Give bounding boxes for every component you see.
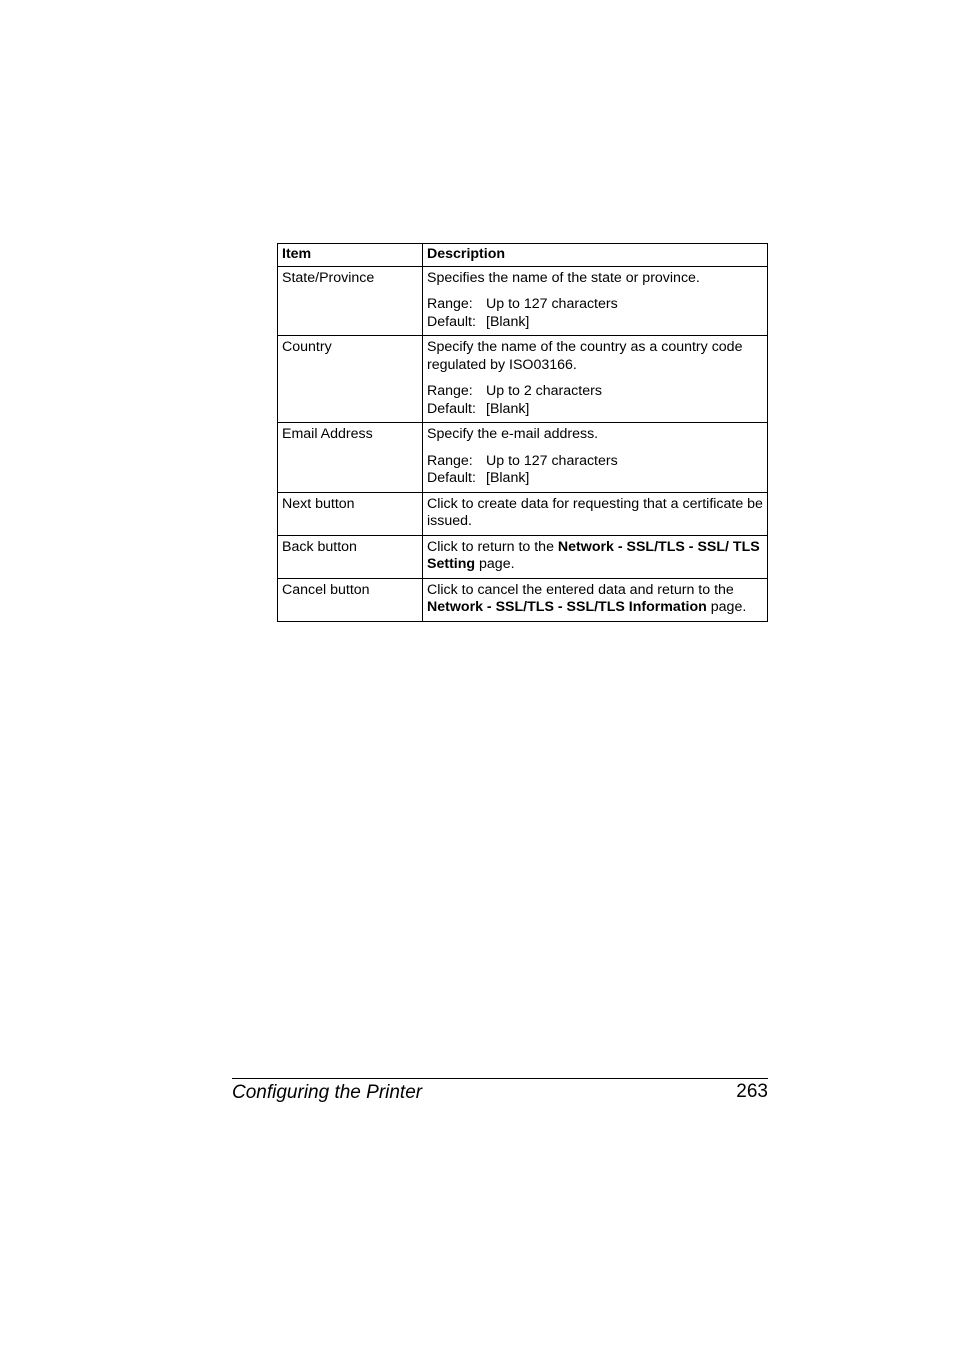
table-header-row bbox=[278, 244, 768, 267]
description-text bbox=[427, 582, 763, 617]
description-post: page. bbox=[710, 599, 747, 615]
default-label: Default: bbox=[427, 313, 476, 330]
page-reference: Network - SSL/TLS - SSL/TLS Information bbox=[427, 599, 707, 615]
item-cell: Next button bbox=[278, 492, 423, 535]
description-text bbox=[427, 539, 763, 574]
default-value: [Blank] bbox=[486, 470, 530, 486]
range-value: Up to 127 characters bbox=[486, 452, 618, 469]
description-cell bbox=[423, 492, 768, 535]
item-cell: Country bbox=[278, 336, 423, 423]
range-default bbox=[427, 296, 763, 331]
table-row bbox=[278, 492, 768, 535]
table-row bbox=[278, 535, 768, 578]
header-item: Item bbox=[278, 244, 423, 267]
description-cell bbox=[423, 266, 768, 336]
description-cell bbox=[423, 535, 768, 578]
page-reference: Network - SSL/TLS - SSL/ TLS Setting bbox=[427, 538, 760, 572]
header-description: Description bbox=[423, 244, 768, 267]
description-cell bbox=[423, 423, 768, 493]
item-cell: Email Address bbox=[278, 423, 423, 493]
description-cell bbox=[423, 578, 768, 621]
range-label: Range: bbox=[427, 296, 473, 312]
range-value: Up to 127 characters bbox=[486, 296, 618, 312]
range-default bbox=[427, 383, 763, 418]
settings-table bbox=[277, 243, 768, 622]
description-pre: Click to return to the bbox=[427, 538, 554, 555]
default-label: Default: bbox=[427, 470, 476, 486]
page-number: 263 bbox=[736, 1081, 768, 1102]
table-row bbox=[278, 336, 768, 423]
footer-title: Configuring the Printer bbox=[232, 1082, 423, 1103]
range-value: Up to 2 characters bbox=[486, 383, 602, 399]
footer-divider bbox=[232, 1078, 768, 1079]
table-row bbox=[278, 578, 768, 621]
default-value: [Blank] bbox=[486, 400, 530, 417]
item-cell: State/Province bbox=[278, 266, 423, 336]
table-row bbox=[278, 423, 768, 493]
range-label: Range: bbox=[427, 383, 473, 399]
default-label: Default: bbox=[427, 400, 476, 417]
default-value: [Blank] bbox=[486, 313, 530, 330]
description-text: Specify the e-mail address. bbox=[427, 426, 599, 442]
table-row bbox=[278, 266, 768, 336]
range-default bbox=[427, 453, 763, 488]
range-label: Range: bbox=[427, 452, 473, 469]
description-cell bbox=[423, 336, 768, 423]
description-post: page. bbox=[479, 556, 515, 572]
description-pre: Click to cancel the entered data and return to the bbox=[427, 581, 734, 598]
description-text: Specify the name of the country as a country code regulated by ISO03166. bbox=[427, 339, 743, 373]
description-text: Click to create data for requesting that a certificate be issued. bbox=[427, 495, 763, 529]
item-cell: Back button bbox=[278, 535, 423, 578]
item-cell: Cancel button bbox=[278, 578, 423, 621]
description-text: Specifies the name of the state or province. bbox=[427, 269, 700, 286]
